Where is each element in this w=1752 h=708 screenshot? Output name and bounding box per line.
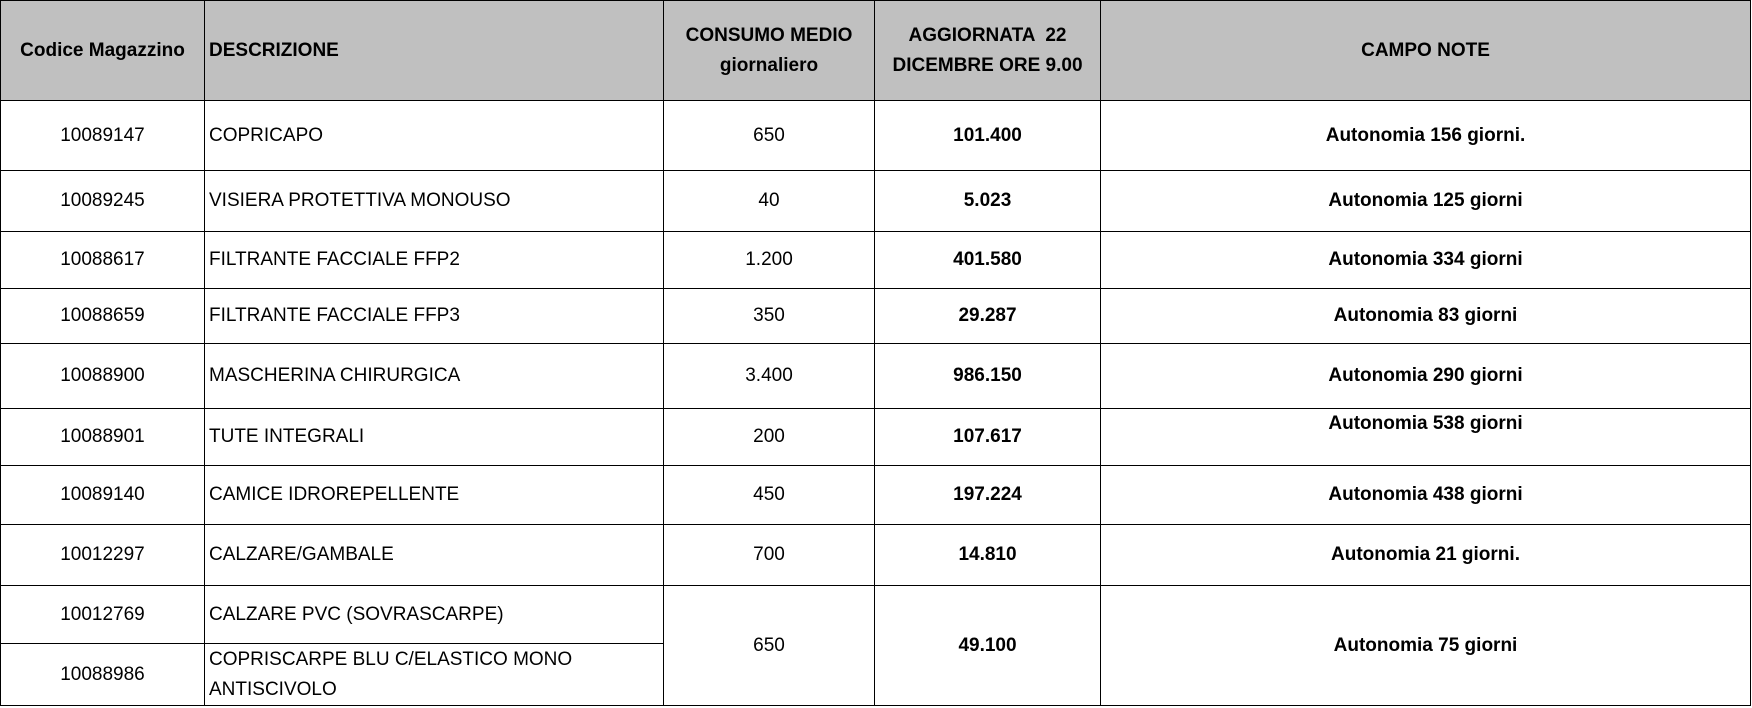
cell-quantity: 986.150 (875, 344, 1101, 409)
cell-description: VISIERA PROTETTIVA MONOUSO (205, 171, 664, 232)
cell-note: Autonomia 438 giorni (1101, 466, 1751, 525)
cell-note: Autonomia 156 giorni. (1101, 101, 1751, 171)
cell-consumption: 450 (664, 466, 875, 525)
header-description (205, 1, 664, 101)
cell-consumption-merged: 650 (664, 586, 875, 706)
cell-code: 10088986 (1, 644, 205, 706)
cell-quantity-merged: 49.100 (875, 586, 1101, 706)
table-row (1, 232, 1751, 289)
header-updated-line1: AGGIORNATA 22 (908, 24, 1067, 46)
cell-code: 10088659 (1, 289, 205, 344)
cell-code: 10012769 (1, 586, 205, 644)
cell-quantity: 401.580 (875, 232, 1101, 289)
cell-consumption: 3.400 (664, 344, 875, 409)
cell-quantity: 101.400 (875, 101, 1101, 171)
cell-quantity: 5.023 (875, 171, 1101, 232)
cell-description: CALZARE/GAMBALE (205, 525, 664, 586)
cell-description: FILTRANTE FACCIALE FFP3 (205, 289, 664, 344)
table-row (1, 466, 1751, 525)
table-row (1, 586, 1751, 644)
header-row (1, 1, 1751, 101)
cell-consumption: 40 (664, 171, 875, 232)
table-row (1, 289, 1751, 344)
header-updated (875, 1, 1101, 101)
cell-note: Autonomia 125 giorni (1101, 171, 1751, 232)
header-code (1, 1, 205, 101)
table-row (1, 344, 1751, 409)
cell-consumption: 1.200 (664, 232, 875, 289)
cell-description: TUTE INTEGRALI (205, 409, 664, 466)
table-row (1, 409, 1751, 466)
header-notes (1101, 1, 1751, 101)
cell-code: 10088617 (1, 232, 205, 289)
header-updated-line2: DICEMBRE ORE 9.00 (892, 54, 1083, 76)
cell-description: MASCHERINA CHIRURGICA (205, 344, 664, 409)
cell-description: COPRICAPO (205, 101, 664, 171)
cell-description: CAMICE IDROREPELLENTE (205, 466, 664, 525)
table-row (1, 101, 1751, 171)
cell-description-line2: ANTISCIVOLO (209, 678, 337, 700)
cell-quantity: 197.224 (875, 466, 1101, 525)
cell-quantity: 29.287 (875, 289, 1101, 344)
cell-description: CALZARE PVC (SOVRASCARPE) (205, 586, 664, 644)
header-consumption-line2: giornaliero (719, 54, 819, 76)
cell-description (205, 644, 664, 706)
cell-quantity: 107.617 (875, 409, 1101, 466)
header-consumption-line1: CONSUMO MEDIO (685, 24, 853, 46)
cell-code: 10089140 (1, 466, 205, 525)
cell-consumption: 650 (664, 101, 875, 171)
cell-description: FILTRANTE FACCIALE FFP2 (205, 232, 664, 289)
table-row (1, 171, 1751, 232)
cell-consumption: 700 (664, 525, 875, 586)
table-row (1, 525, 1751, 586)
header-consumption (664, 1, 875, 101)
cell-consumption: 350 (664, 289, 875, 344)
cell-quantity: 14.810 (875, 525, 1101, 586)
cell-note: Autonomia 83 giorni (1101, 289, 1751, 344)
cell-code: 10088900 (1, 344, 205, 409)
cell-description-line1: COPRISCARPE BLU C/ELASTICO MONO (209, 648, 573, 670)
cell-note: Autonomia 21 giorni. (1101, 525, 1751, 586)
cell-code: 10088901 (1, 409, 205, 466)
cell-code: 10012297 (1, 525, 205, 586)
cell-note: Autonomia 290 giorni (1101, 344, 1751, 409)
cell-consumption: 200 (664, 409, 875, 466)
cell-note: Autonomia 334 giorni (1101, 232, 1751, 289)
cell-note: Autonomia 538 giorni (1101, 409, 1751, 466)
cell-note-merged: Autonomia 75 giorni (1101, 586, 1751, 706)
header-description-label: DESCRIZIONE (209, 39, 339, 61)
cell-code: 10089147 (1, 101, 205, 171)
cell-code: 10089245 (1, 171, 205, 232)
header-notes-label: CAMPO NOTE (1361, 39, 1490, 61)
header-code-label: Codice Magazzino (20, 39, 185, 61)
